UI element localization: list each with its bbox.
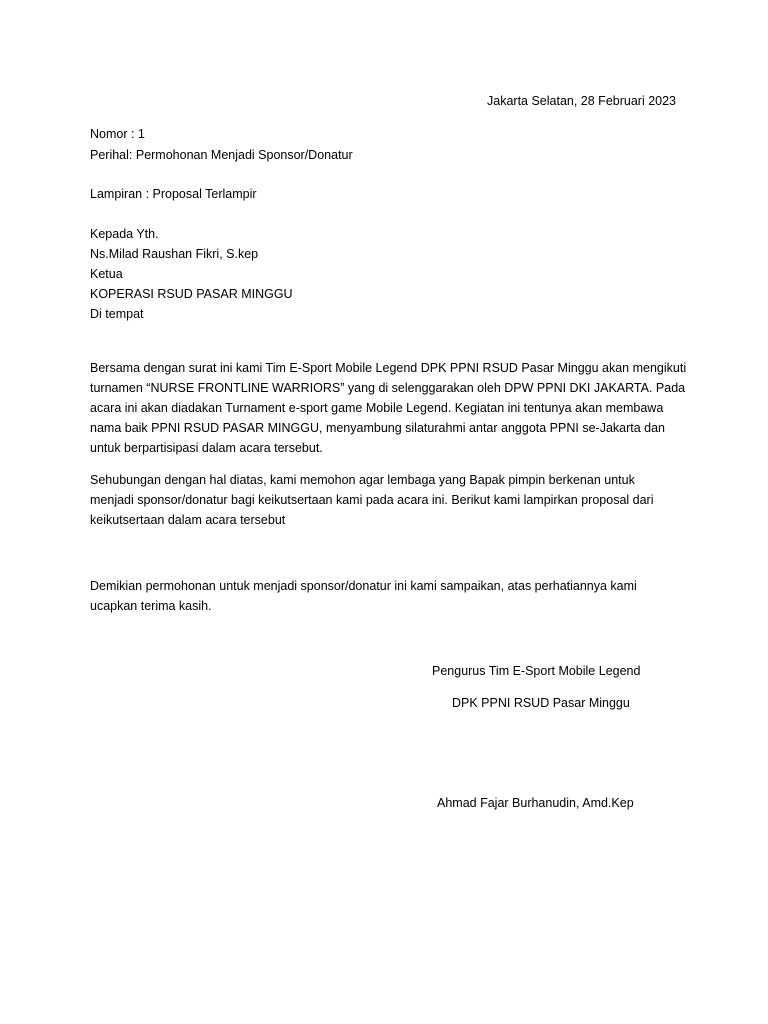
place-date: Jakarta Selatan, 28 Februari 2023 [487, 94, 677, 108]
paragraph-line: keikutsertaan dalam acara tersebut [90, 513, 286, 527]
paragraph-line: turnamen “NURSE FRONTLINE WARRIORS” yang di selenggarakan oleh DPW PPNI DKI JAKARTA. Pada [90, 381, 686, 395]
letter-attachment: Lampiran : Proposal Terlampir [90, 187, 257, 201]
closing-paragraph [90, 576, 690, 616]
letter-subject: Perihal: Permohonan Menjadi Sponsor/Donatur [90, 148, 353, 162]
body-paragraph-2 [90, 470, 690, 530]
recipient-line: Di tempat [90, 307, 144, 321]
recipient-block [90, 224, 293, 324]
paragraph-line: Demikian permohonan untuk menjadi sponsor/donatur ini kami sampaikan, atas perhatiannya kami [90, 579, 637, 593]
paragraph-line: menjadi sponsor/donatur bagi keikutsertaan kami pada acara ini. Berikut kami lampirkan proposal dari [90, 493, 654, 507]
paragraph-line: Bersama dengan surat ini kami Tim E-Sport Mobile Legend DPK PPNI RSUD Pasar Minggu akan mengikuti [90, 361, 687, 375]
paragraph-line: nama baik PPNI RSUD PASAR MINGGU, menyambung silaturahmi antar anggota PPNI se-Jakarta dan [90, 421, 666, 435]
signature-org-line2: DPK PPNI RSUD Pasar Minggu [452, 696, 630, 710]
body-paragraph-1 [90, 358, 690, 458]
paragraph-line: acara ini akan diadakan Turnament e-sport game Mobile Legend. Kegiatan ini tentunya akan membawa [90, 401, 664, 415]
recipient-line: Ns.Milad Raushan Fikri, S.kep [90, 247, 259, 261]
recipient-line: Ketua [90, 267, 123, 281]
letter-number: Nomor : 1 [90, 127, 145, 141]
paragraph-line: Sehubungan dengan hal diatas, kami memohon agar lembaga yang Bapak pimpin berkenan untuk [90, 473, 635, 487]
recipient-line: KOPERASI RSUD PASAR MINGGU [90, 287, 293, 301]
signer-name: Ahmad Fajar Burhanudin, Amd.Kep [437, 796, 634, 810]
signature-org-line1: Pengurus Tim E-Sport Mobile Legend [432, 664, 641, 678]
recipient-line: Kepada Yth. [90, 227, 159, 241]
paragraph-line: untuk berpartisipasi dalam acara tersebut. [90, 441, 323, 455]
paragraph-line: ucapkan terima kasih. [90, 599, 212, 613]
